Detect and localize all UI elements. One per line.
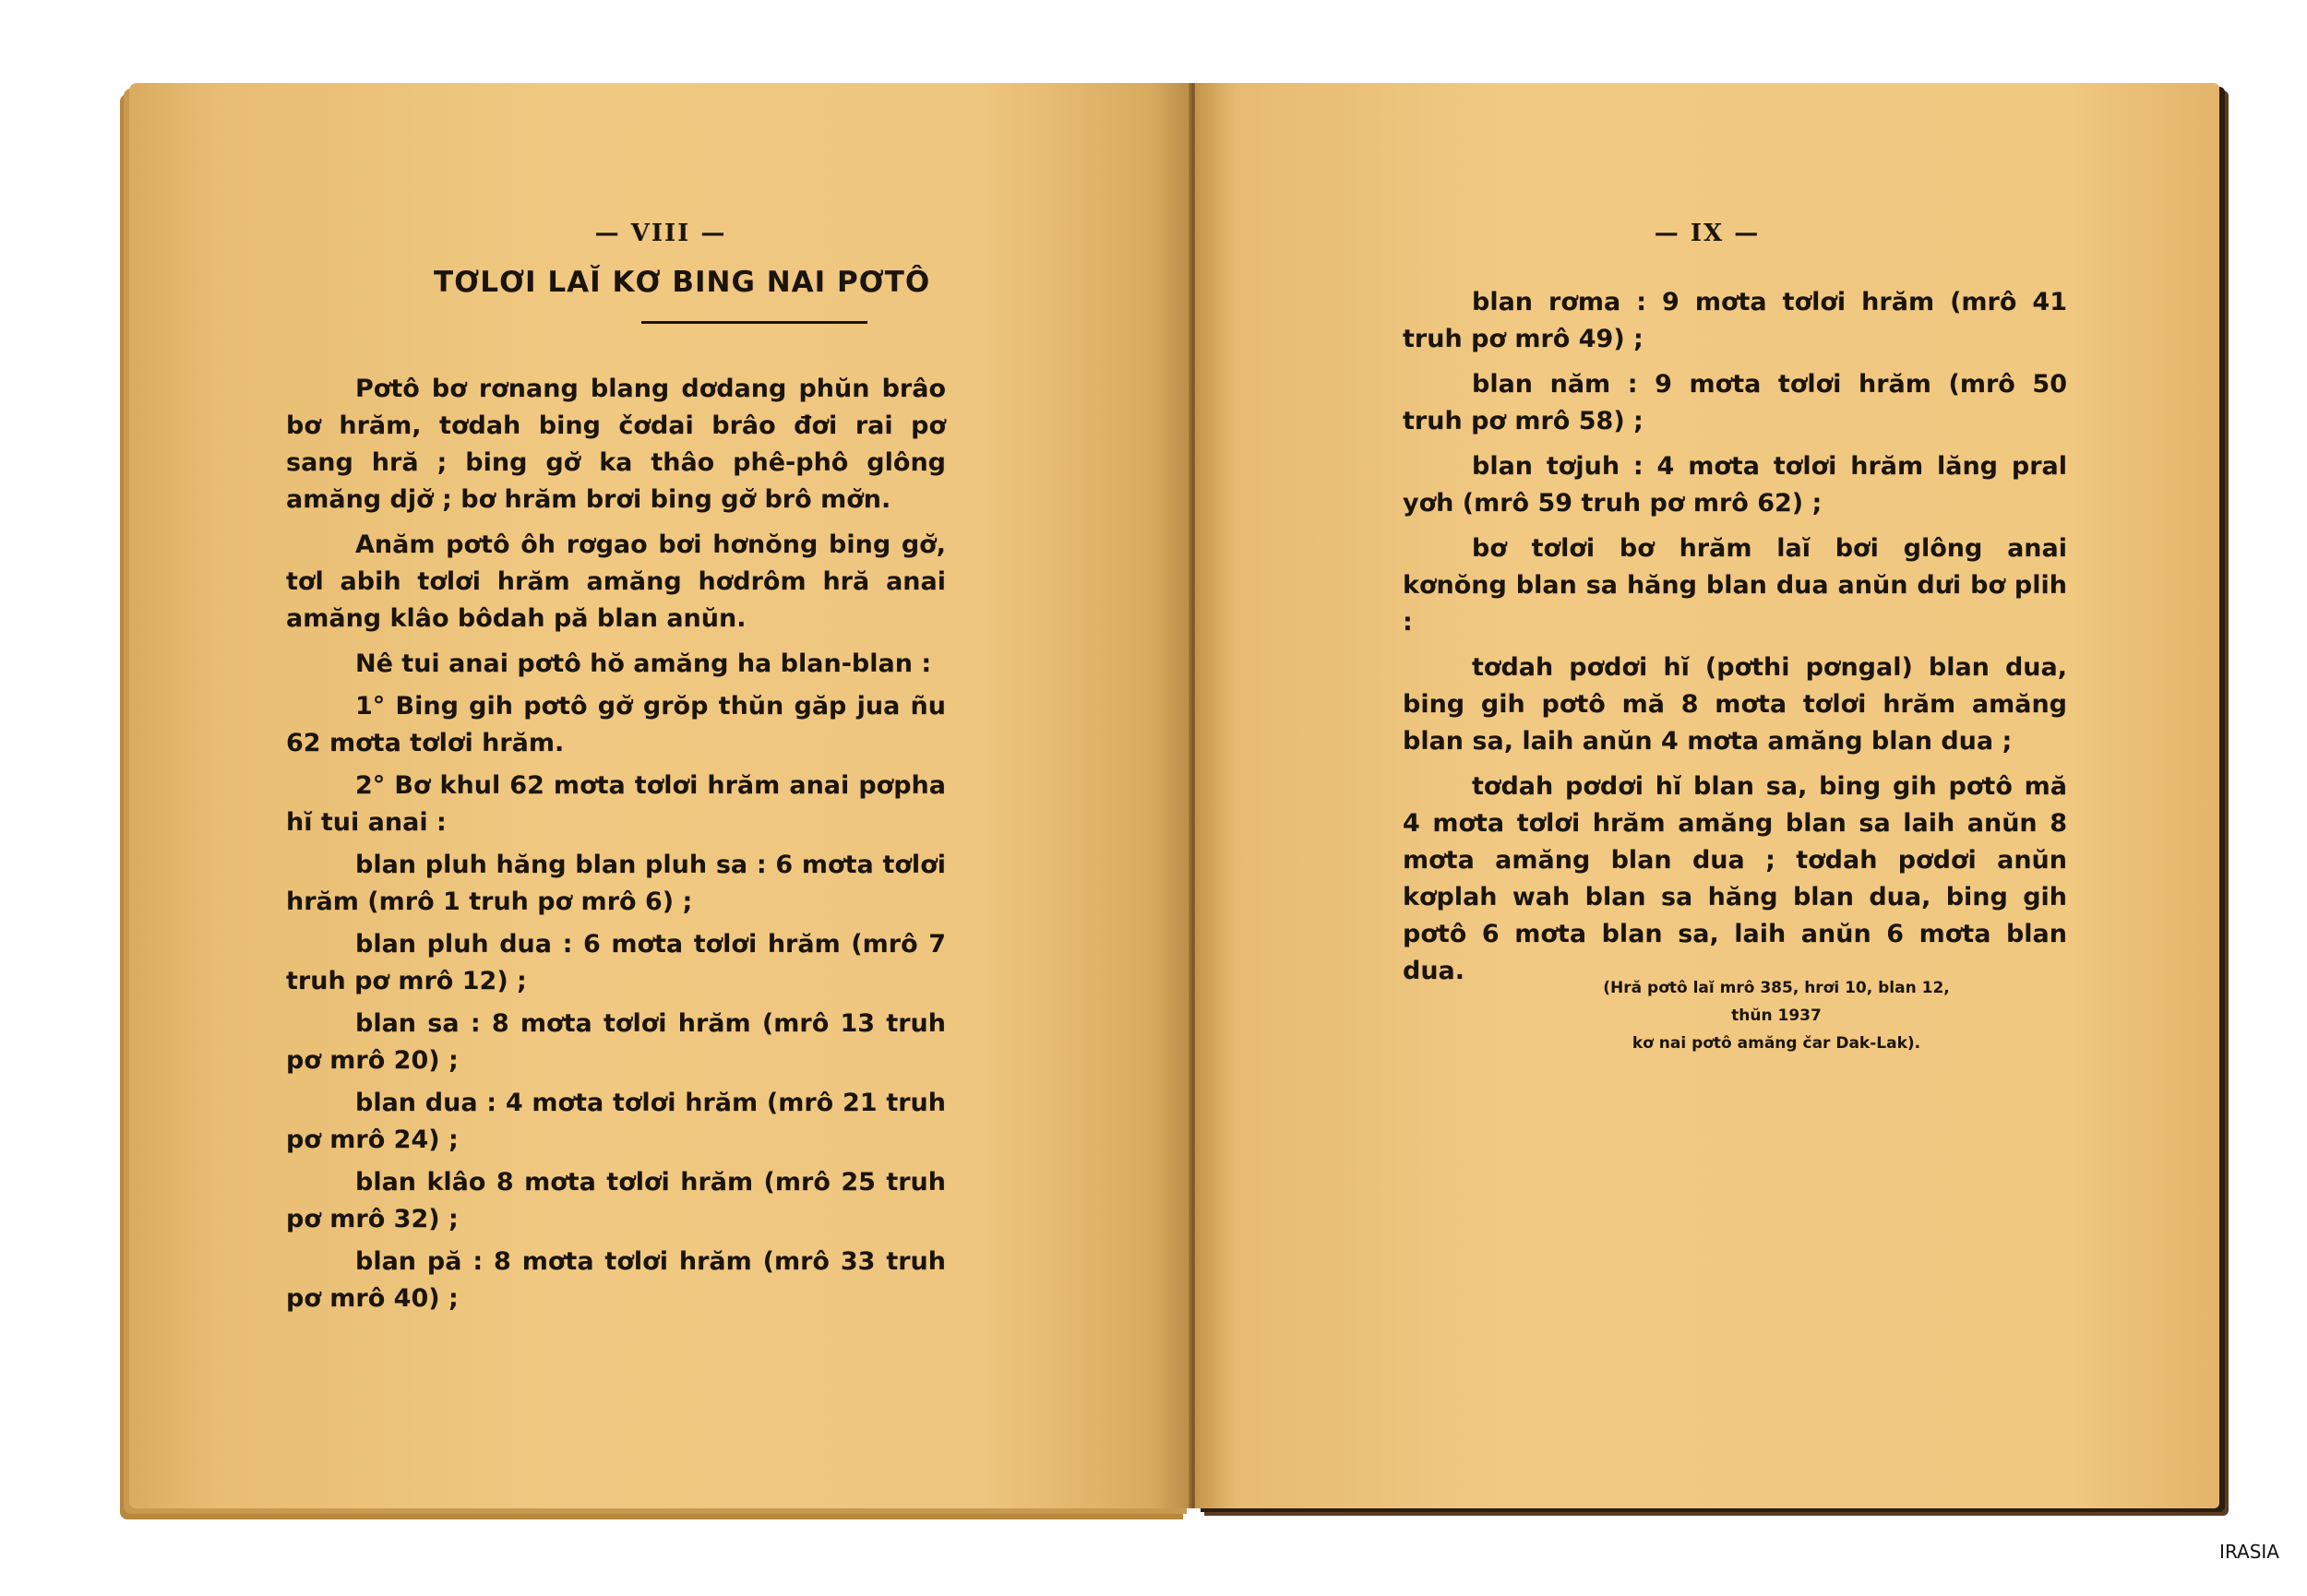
paragraph: blan tơjuh : 4 mơta tơlơi hrăm lăng pral yơh (mrô 59 truh pơ mrô 62) ; [1403,452,2067,518]
left-body-text [286,371,946,1323]
paragraph: blan sa : 8 mơta tơlơi hrăm (mrô 13 truh pơ mrô 20) ; [286,1009,946,1075]
paragraph: Anăm pơtô ôh rơgao bơi hơnŏng bing gơ̆, tơl abih tơlơi hrăm amăng hơdrôm hră anai amăng klâo bôdah pă blan anŭn. [286,530,946,633]
paragraph: blan pă : 8 mơta tơlơi hrăm (mrô 33 truh pơ mrô 40) ; [286,1247,946,1313]
paragraph: 2° Bơ khul 62 mơta tơlơi hrăm anai pơpha hĭ tui anai : [286,771,946,837]
page-number: — VIII — [594,220,727,247]
paragraph: blan pluh hăng blan pluh sa : 6 mơta tơlơi hrăm (mrô 1 truh pơ mrô 6) ; [286,851,946,916]
source-note-line: kơ nai pơtô amăng čar Dak-Lak). [1632,1034,1921,1053]
heading-underline [641,321,867,324]
paragraph: tơdah pơdơi hĭ (pơthi pơngal) blan dua, bing gih pơtô mă 8 mơta tơlơi hrăm amăng blan sa, laih anŭn 4 mơta amăng blan dua ; [1403,653,2067,756]
paragraph: blan rơma : 9 mơta tơlơi hrăm (mrô 41 truh pơ mrô 49) ; [1403,288,2067,353]
paragraph: blan pluh dua : 6 mơta tơlơi hrăm (mrô 7 truh pơ mrô 12) ; [286,930,946,995]
paragraph: bơ tơlơi bơ hrăm laĭ bơi glông anai kơnŏng blan sa hăng blan dua anŭn dưi bơ plih : [1403,534,2067,637]
paragraph: blan dua : 4 mơta tơlơi hrăm (mrô 21 truh pơ mrô 24) ; [286,1089,946,1154]
source-note [1583,974,1970,1057]
right-body-text [1403,284,2067,998]
right-page [1195,83,2219,1508]
paragraph: tơdah pơdơi hĭ blan sa, bing gih pơtô mă 4 mơta tơlơi hrăm amăng blan sa laih anŭn 8 mơta amăng blan dua ; tơdah pơdơi anŭn kơplah wah blan sa hăng blan dua, bing gih pơtô 6 mơta blan sa, laih anŭn 6 mơta blan dua. [1403,772,2067,985]
paragraph: Pơtô bơ rơnang blang dơdang phŭn brâo bơ hrăm, tơdah bing čơdai brâo đơi rai pơ sang hră ; bing gơ̆ ka thâo phê-phô glông amăng djơ̆ ; bơ hrăm brơi bing gơ̆ brô mơ̆n. [286,375,946,514]
source-note-line: (Hră pơtô laĭ mrô 385, hrơi 10, blan 12, thŭn 1937 [1603,979,1950,1025]
left-page [129,83,1192,1508]
open-book [129,83,2219,1508]
paragraph: blan năm : 9 mơta tơlơi hrăm (mrô 50 truh pơ mrô 58) ; [1403,370,2067,435]
paragraph: Nê tui anai pơtô hŏ amăng ha blan-blan : [355,649,932,678]
page-heading: TƠLƠI LAĬ KƠ BING NAI PƠTÔ [434,266,931,299]
paragraph: 1° Bing gih pơtô gơ̆ grŏp thŭn găp jua ñu 62 mơta tơlơi hrăm. [286,692,946,757]
page-number: — IX — [1654,220,1761,247]
paragraph: blan klâo 8 mơta tơlơi hrăm (mrô 25 truh pơ mrô 32) ; [286,1168,946,1233]
watermark-label: IRASIA [2219,1541,2279,1563]
